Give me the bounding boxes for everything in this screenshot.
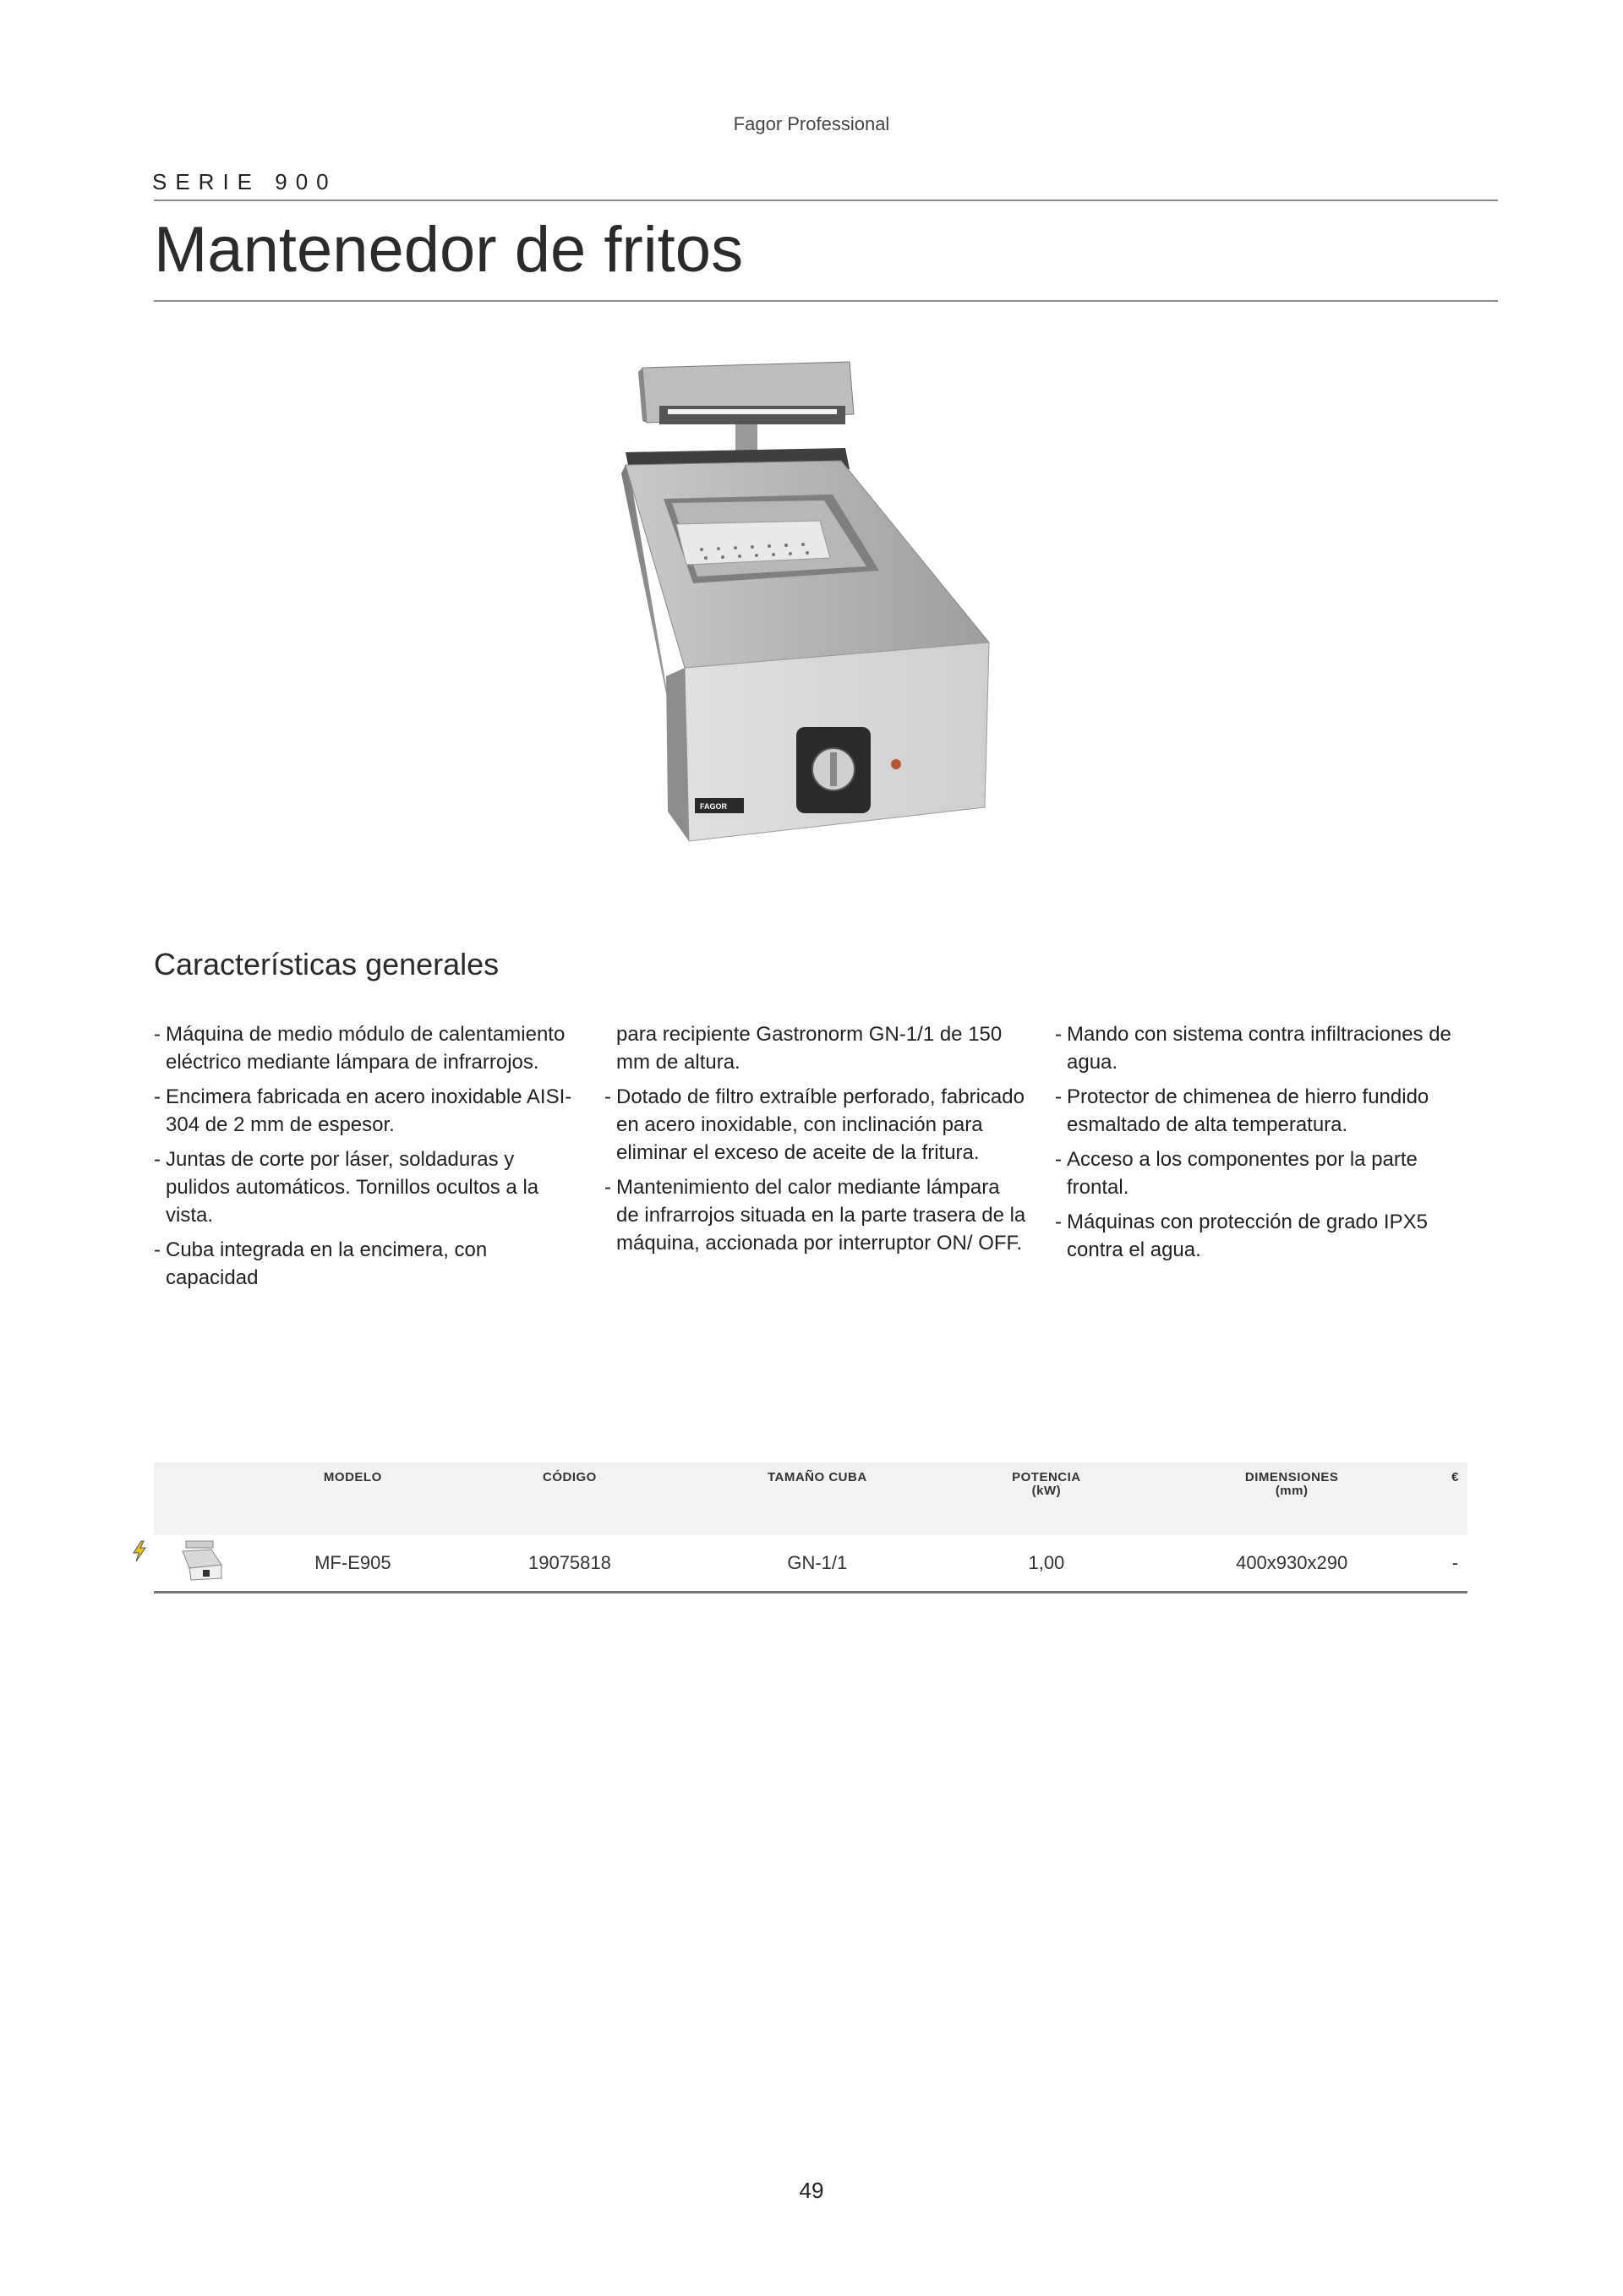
table-header-row [154,1462,1467,1535]
product-thumbnail-cell [154,1535,249,1593]
feature-item: - Mantenimiento del calor mediante lámpara de infrarrojos situada en la parte trasera de la máquina, accionada por interruptor ON/ OFF. [604,1176,1026,1255]
tank-cell: GN-1/1 [682,1535,952,1593]
feature-item: - Cuba integrada en la encimera, con capacidad [154,1238,488,1289]
feature-item: - Juntas de corte por láser, soldaduras y pulidos automáticos. Tornillos ocultos a la vista. [154,1148,539,1227]
price-cell: - [1443,1535,1467,1593]
page-title: Mantenedor de fritos [154,214,744,286]
feature-item: - Máquinas con protección de grado IPX5 contra el agua. [1055,1211,1428,1261]
feature-item: - Encimera fabricada en acero inoxidable AISI-304 de 2 mm de espesor. [154,1085,572,1136]
features-title: Características generales [154,947,500,981]
feature-item: - Máquina de medio módulo de calentamiento eléctrico mediante lámpara de infrarrojos. [154,1023,566,1074]
brand-header: Fagor Professional [733,113,890,134]
code-cell: 19075818 [457,1535,682,1593]
spec-table [154,1462,1467,1594]
model-cell: MF-E905 [249,1535,457,1593]
title-divider [154,300,1498,302]
chip-warmer-thumbnail [178,1539,225,1582]
power-header: POTENCIA (kW) [953,1462,1141,1535]
brand-plate: FAGOR [700,802,728,811]
top-divider [154,200,1498,201]
power-cell: 1,00 [953,1535,1141,1593]
code-header: CÓDIGO [457,1462,682,1535]
feature-item: - Dotado de filtro extraíble perforado, fabricado en acero inoxidable, con inclinación para eliminar el exceso de aceite de la fritura. [604,1085,1025,1164]
feature-continuation: para recipiente Gastronorm GN-1/1 de 150 mm de altura. [616,1023,1003,1074]
table-row [154,1535,1467,1593]
features-column-2 [604,1020,1027,1264]
thumbnail-header [154,1462,249,1535]
model-header: MODELO [249,1462,457,1535]
feature-item: - Mando con sistema contra infiltraciones de agua. [1055,1023,1451,1074]
feature-item: - Protector de chimenea de hierro fundido esmaltado de alta temperatura. [1055,1085,1429,1136]
electric-bolt-icon [132,1540,147,1562]
series-label: SERIE 900 [152,169,337,194]
page-number: 49 [799,2178,824,2203]
feature-item: - Acceso a los componentes por la parte frontal. [1055,1148,1418,1199]
features-column-1 [154,1020,577,1298]
tank-header: TAMAÑO CUBA [682,1462,952,1535]
dimensions-cell: 400x930x290 [1140,1535,1443,1593]
product-image [609,355,1014,854]
price-header: € [1443,1462,1467,1535]
features-column-3 [1055,1020,1478,1271]
dimensions-header: DIMENSIONES (mm) [1140,1462,1443,1535]
